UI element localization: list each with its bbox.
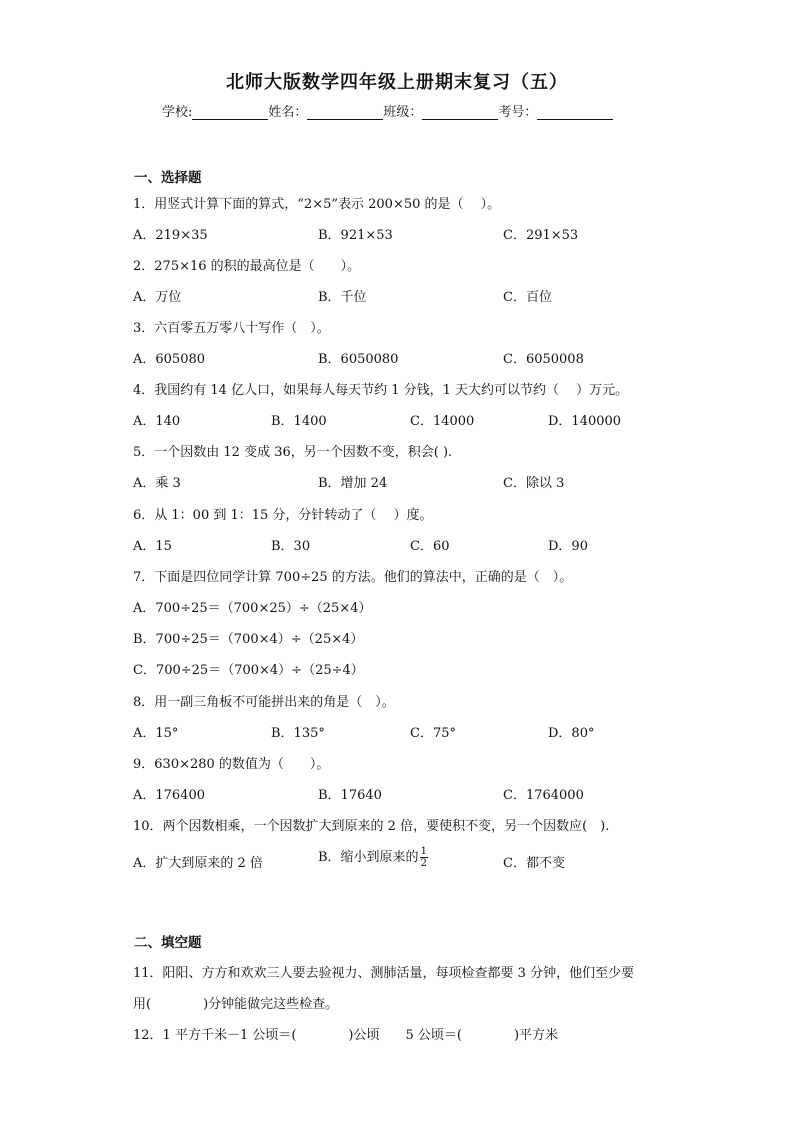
question-9: 9．630×280 的数值为（ ）。 [133,757,330,772]
option-6c: C．60 [410,539,450,554]
fraction-denominator: 2 [420,858,427,869]
question-4: 4．我国约有 14 亿人口，如果每人每天节约 1 分钱，1 天大约可以节约（ ）万元。 [133,383,629,398]
option-8b: B．135° [271,726,325,741]
option-5a: A．乘 3 [133,476,181,491]
question-11-line1: 11．阳阳、方方和欢欢三人要去验视力、测肺活量，每项检查都要 3 分钟，他们至少要 [133,966,635,981]
question-5: 5．一个因数由 12 变成 36，另一个因数不变，积会( ). [133,445,453,460]
class-blank[interactable] [422,105,498,120]
section-fill-title: 二、填空题 [134,935,202,951]
option-7a: A．700÷25＝（700×25）÷（25×4） [133,601,372,616]
option-4b: B．1400 [271,414,327,429]
name-label: 姓名： [268,105,308,120]
option-10c: C．都不变 [503,856,565,871]
option-8a: A．15° [133,726,179,741]
option-3b: B．6050080 [318,352,399,367]
option-10a: A．扩大到原来的 2 倍 [133,856,263,871]
section-choice-title: 一、选择题 [134,170,202,186]
fraction-one-half [420,846,428,869]
option-5c: C．除以 3 [503,476,565,491]
question-1: 1．用竖式计算下面的算式，“2×5”表示 200×50 的是（ ）。 [133,197,501,212]
option-6d: D．90 [548,539,588,554]
option-4d: D．140000 [548,414,622,429]
question-2: 2．275×16 的积的最高位是（ ）。 [133,259,361,274]
exam-no-label: 考号： [498,105,538,120]
option-9c: C．1764000 [503,788,584,803]
question-11-line2: 用( )分钟能做完这些检查。 [133,997,339,1012]
question-3: 3．六百零五万零八十写作（ ）。 [133,321,330,336]
question-12: 12．1 平方千米－1 公顷＝( )公顷 5 公顷＝( )平方米 [133,1028,559,1043]
option-2c: C．百位 [503,290,552,305]
option-10b-label: B．缩小到原来的 [318,850,419,865]
option-7b: B．700÷25＝（700×4）÷（25×4） [133,632,364,647]
option-3a: A．605080 [133,352,206,367]
option-4c: C．14000 [410,414,475,429]
option-9b: B．17640 [318,788,382,803]
school-label: 学校: [162,105,193,120]
option-10b [318,846,428,869]
option-8d: D．80° [548,726,595,741]
exam-no-blank[interactable] [537,105,613,120]
question-8: 8．用一副三角板不可能拼出来的角是（ ）。 [133,695,395,710]
option-1b: B．921×53 [318,228,393,243]
name-blank[interactable] [307,105,383,120]
option-3c: C．6050008 [503,352,584,367]
question-7: 7．下面是四位同学计算 700÷25 的方法。他们的算法中，正确的是（ ）。 [133,570,573,585]
option-1c: C．291×53 [503,228,579,243]
option-2a: A．万位 [133,290,182,305]
student-info-line [162,101,613,120]
page-title: 北师大版数学四年级上册期末复习（五） [226,72,568,93]
question-10: 10．两个因数相乘，一个因数扩大到原来的 2 倍，要使积不变，另一个因数应( ). [133,819,610,834]
option-4a: A．140 [133,414,181,429]
option-8c: C．75° [410,726,456,741]
option-5b: B．增加 24 [318,476,388,491]
option-9a: A．176400 [133,788,206,803]
fraction-numerator: 1 [420,846,427,857]
school-blank[interactable] [192,105,268,120]
option-6a: A．15 [133,539,172,554]
class-label: 班级： [383,105,423,120]
option-2b: B．千位 [318,290,367,305]
option-1a: A．219×35 [133,228,208,243]
option-7c: C．700÷25＝（700×4）÷（25÷4） [133,663,364,678]
question-6: 6．从 1：00 到 1：15 分，分针转动了（ ）度。 [133,508,433,523]
option-6b: B．30 [271,539,311,554]
